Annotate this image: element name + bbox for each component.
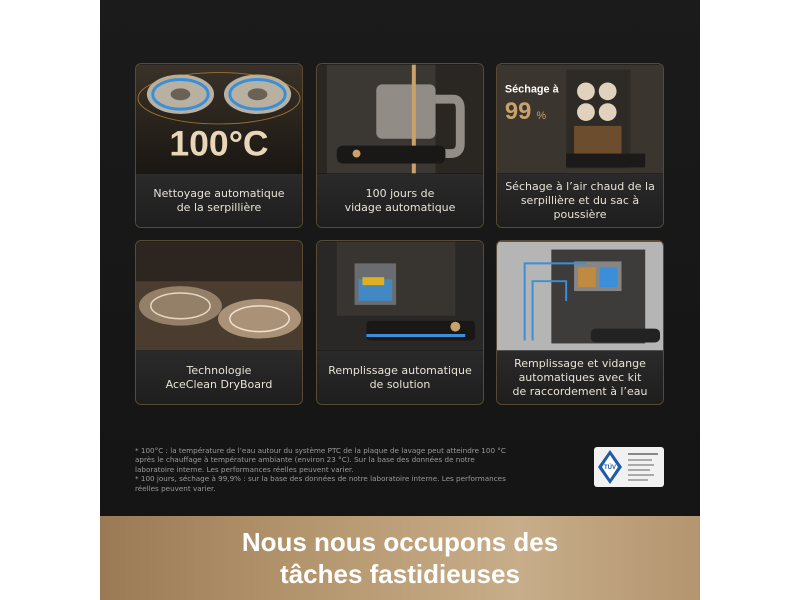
- feature-card-dryboard: [135, 240, 303, 405]
- product-panel: [100, 0, 700, 600]
- headline-banner: [100, 516, 700, 600]
- feature-card-solution-refill: [316, 240, 484, 405]
- feature-card-auto-empty: [316, 63, 484, 228]
- feature-caption: 100 jours de vidage automatique: [317, 174, 483, 227]
- drying-label: Séchage à: [504, 83, 559, 96]
- feature-card-water-kit: [496, 240, 664, 405]
- tuv-certificate: [594, 447, 664, 487]
- solution-tank-illustration: [317, 241, 483, 351]
- footnotes: [135, 446, 515, 493]
- feature-caption: Remplissage automatique de solution: [317, 351, 483, 404]
- headline-line: Nous nous occupons des: [241, 527, 559, 557]
- feature-caption: Technologie AceClean DryBoard: [136, 351, 302, 404]
- tuv-logo-icon: [594, 447, 664, 487]
- drying-illustration: [497, 64, 663, 174]
- feature-card-mop-washing: [135, 63, 303, 228]
- water-kit-illustration: [497, 241, 663, 351]
- temperature-badge: 100°C: [169, 123, 269, 164]
- mop-heating-illustration: [136, 64, 302, 174]
- dust-bag-illustration: [317, 64, 483, 174]
- footnote: * 100 jours, séchage à 99,9% : sur la base des données de notre laboratoire interne. Les performances réelles peuvent varier.: [135, 474, 506, 493]
- feature-card-hot-air-drying: [496, 63, 664, 228]
- dryboard-illustration: [136, 241, 302, 351]
- headline-line: tâches fastidieuses: [280, 559, 520, 589]
- svg-text:TÜV: TÜV: [604, 465, 616, 471]
- feature-caption: Séchage à l’air chaud de la serpillière et du sac à poussière: [497, 174, 663, 227]
- footnote: * 100°C : la température de l’eau autour du système PTC de la plaque de lavage peut atteindre 100 °C après le chauffage à température ambiante (environ 23 °C). Sur la base des données de notre laboratoire interne. Les performances réelles peuvent varier.: [135, 446, 506, 474]
- drying-unit: %: [536, 110, 547, 122]
- drying-value: 99: [504, 99, 532, 125]
- feature-caption: Nettoyage automatique de la serpillière: [136, 174, 302, 227]
- feature-caption: Remplissage et vidange automatiques avec kit de raccordement à l’eau: [497, 351, 663, 404]
